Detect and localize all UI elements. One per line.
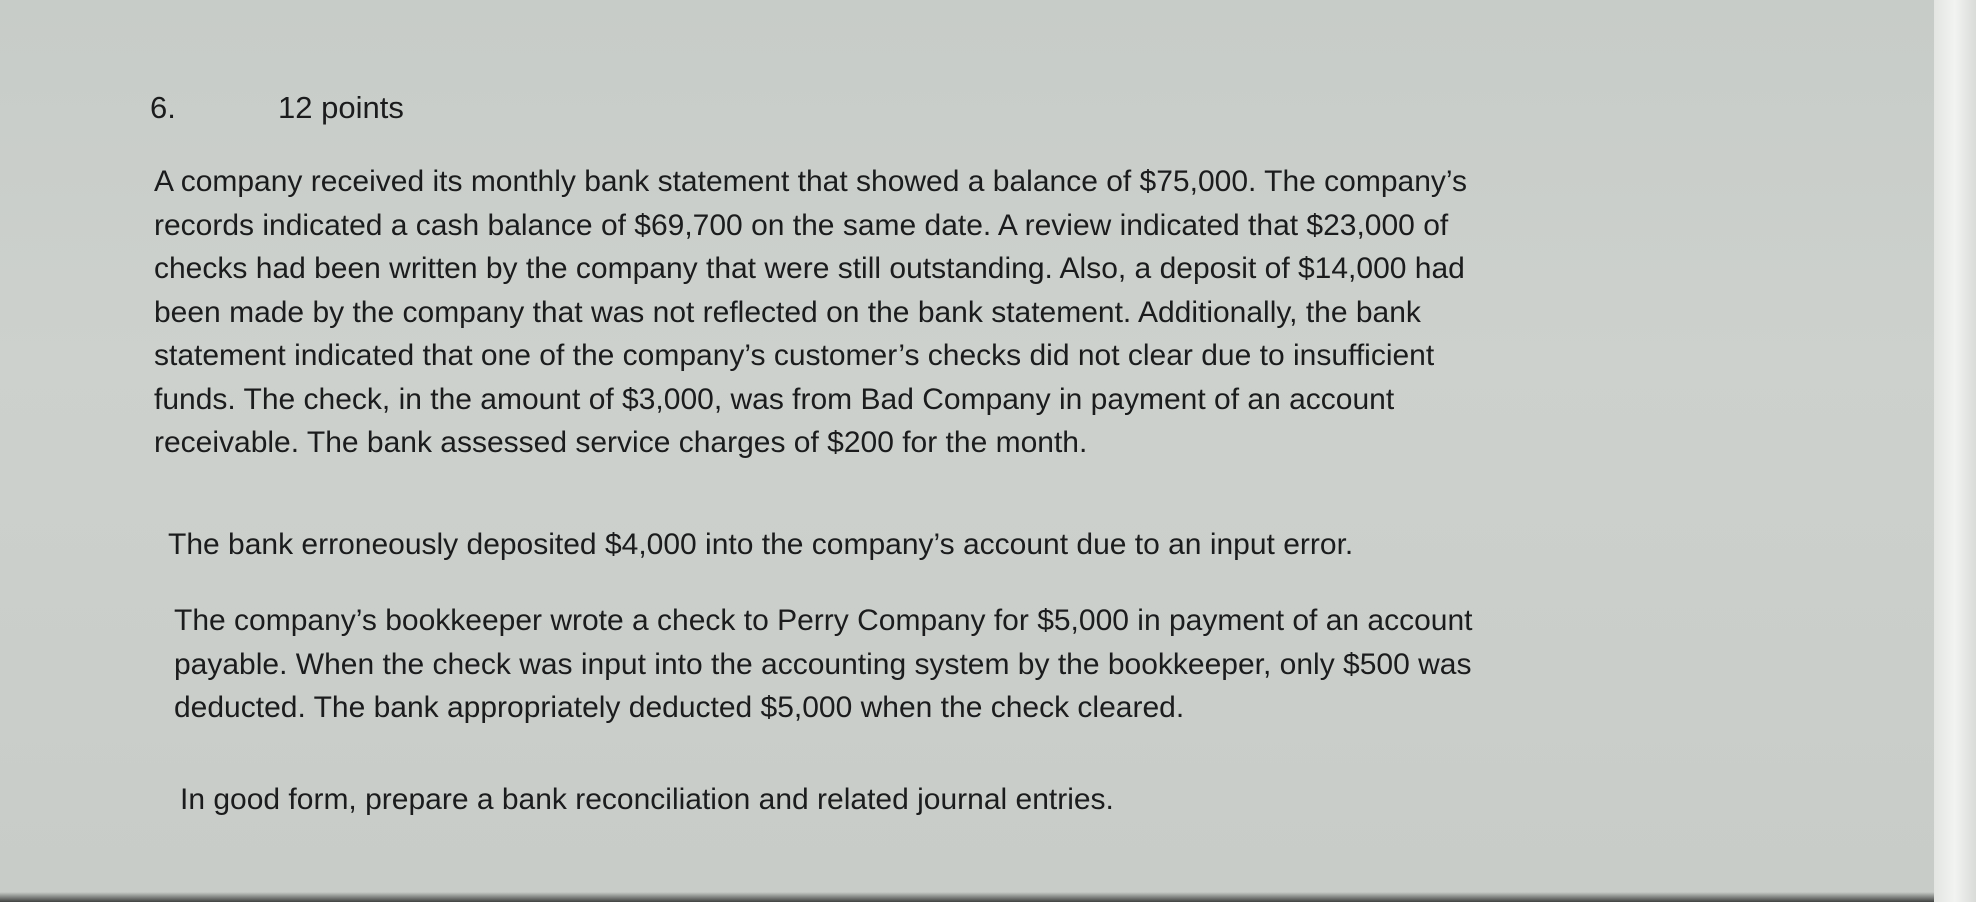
text-line: The company’s bookkeeper wrote a check to Perry Company for $5,000 in payment of an account — [174, 604, 1473, 637]
bank-error-paragraph — [168, 523, 1353, 567]
text-line: In good form, prepare a bank reconciliation and related journal entries. — [180, 783, 1114, 816]
text-line: funds. The check, in the amount of $3,000, was from Bad Company in payment of an account — [154, 382, 1395, 416]
text-line: A company received its monthly bank statement that showed a balance of $75,000. The company’s — [154, 165, 1468, 198]
text-line: The bank erroneously deposited $4,000 into the company’s account due to an input error. — [168, 528, 1354, 561]
text-line: been made by the company that was not reflected on the bank statement. Additionally, the bank — [154, 295, 1421, 329]
text-line: payable. When the check was input into the accounting system by the bookkeeper, only $500 was — [174, 647, 1472, 681]
question-header — [150, 90, 404, 126]
text-line: deducted. The bank appropriately deducted $5,000 when the check cleared. — [174, 691, 1185, 724]
text-line: receivable. The bank assessed service charges of $200 for the month. — [154, 426, 1088, 459]
question-number: 6. — [150, 90, 176, 125]
bookkeeper-error-paragraph — [174, 599, 1473, 730]
text-line: statement indicated that one of the company’s customer’s checks did not clear due to insufficient — [154, 339, 1435, 372]
question-points: 12 points — [278, 90, 404, 125]
text-line: records indicated a cash balance of $69,700 on the same date. A review indicated that $23,000 of — [154, 208, 1449, 242]
instruction-paragraph — [180, 778, 1114, 822]
paper-edge — [1934, 0, 1976, 902]
intro-paragraph — [154, 160, 1467, 465]
text-line: checks had been written by the company that were still outstanding. Also, a deposit of $14,000 had — [154, 252, 1465, 285]
